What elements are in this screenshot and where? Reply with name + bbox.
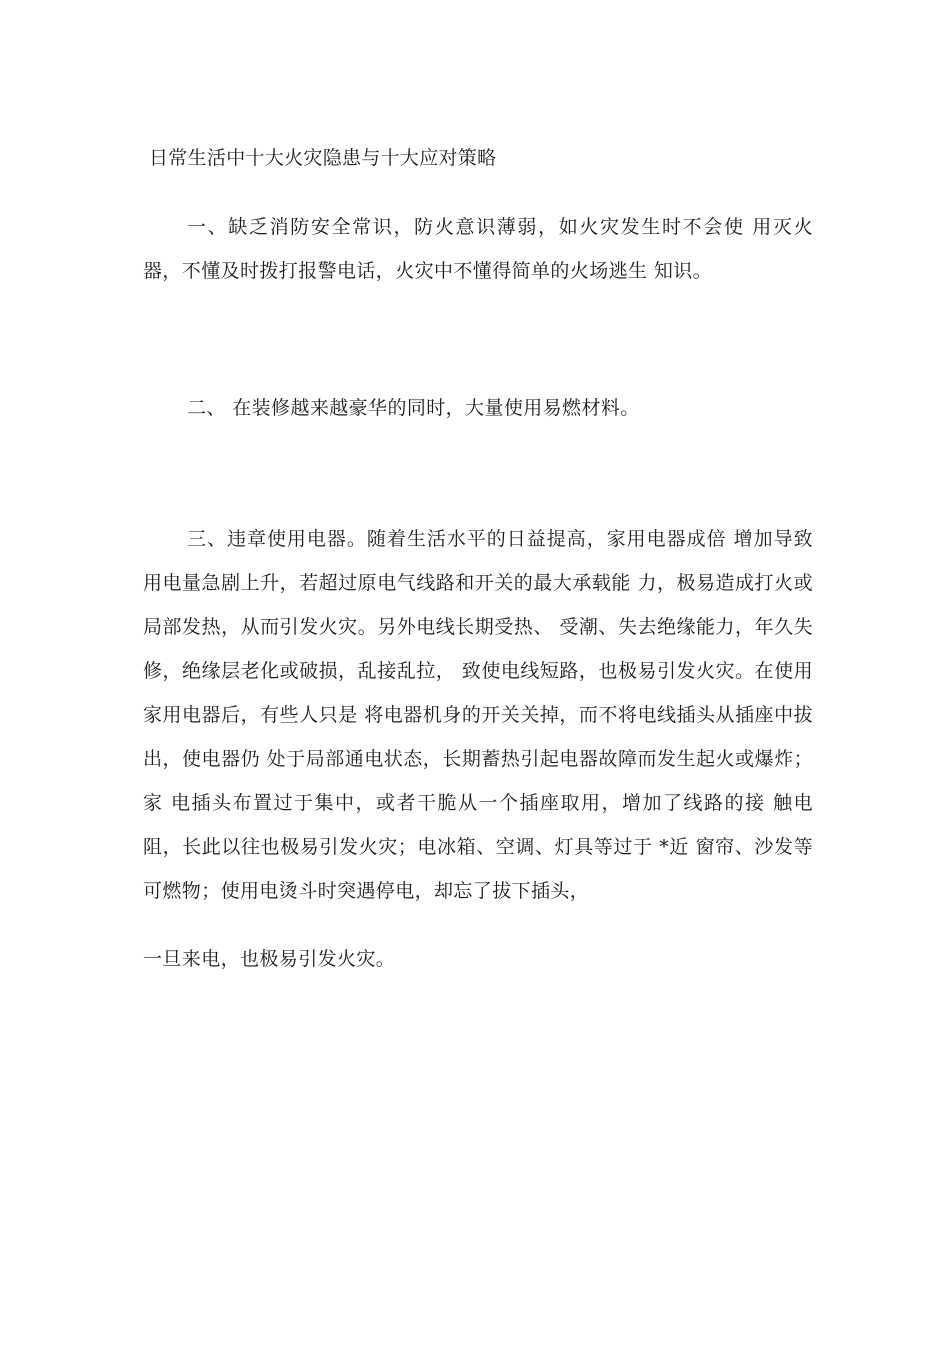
paragraph-2: 二、 在装修越来越豪华的同时，大量使用易燃材料。 (187, 397, 640, 419)
document-title: 日常生活中十大火灾隐患与十大应对策略 (149, 147, 497, 169)
paragraph-1: 一、缺乏消防安全常识，防火意识薄弱，如火灾发生时不会使 用灭火器，不懂及时拨打报警电话，火灾中不懂得简单的火场逃生 知识。 (143, 216, 813, 282)
paragraph-3: 三、违章使用电器。随着生活水平的日益提高，家用电器成倍 增加导致用电量急剧上升，若超过原电气线路和开关的最大承载能 力，极易造成打火或局部发热，从而引发火灾。另外电线长期受热、 受潮、失去绝缘能力，年久失修，绝缘层老化或破损，乱接乱拉， 致使电线短路，也极易引发火灾。在使用家用电器后，有些人只是 将电器机身的开关关掉，而不将电线插头从插座中拔出，使电器仍 处于局部通电状态，长期蓄热引起电器故障而发生起火或爆炸；家 电插头布置过于集中，或者干脆从一个插座取用，增加了线路的接 触电阻，长此以往也极易引发火灾；电冰箱、空调、灯具等过于 *近 窗帘、沙发等可燃物；使用电烫斗时突遇停电，却忘了拔下插头， (143, 528, 813, 902)
paragraph-3-tail-line: 一旦来电，也极易引发火灾。 (143, 948, 396, 970)
